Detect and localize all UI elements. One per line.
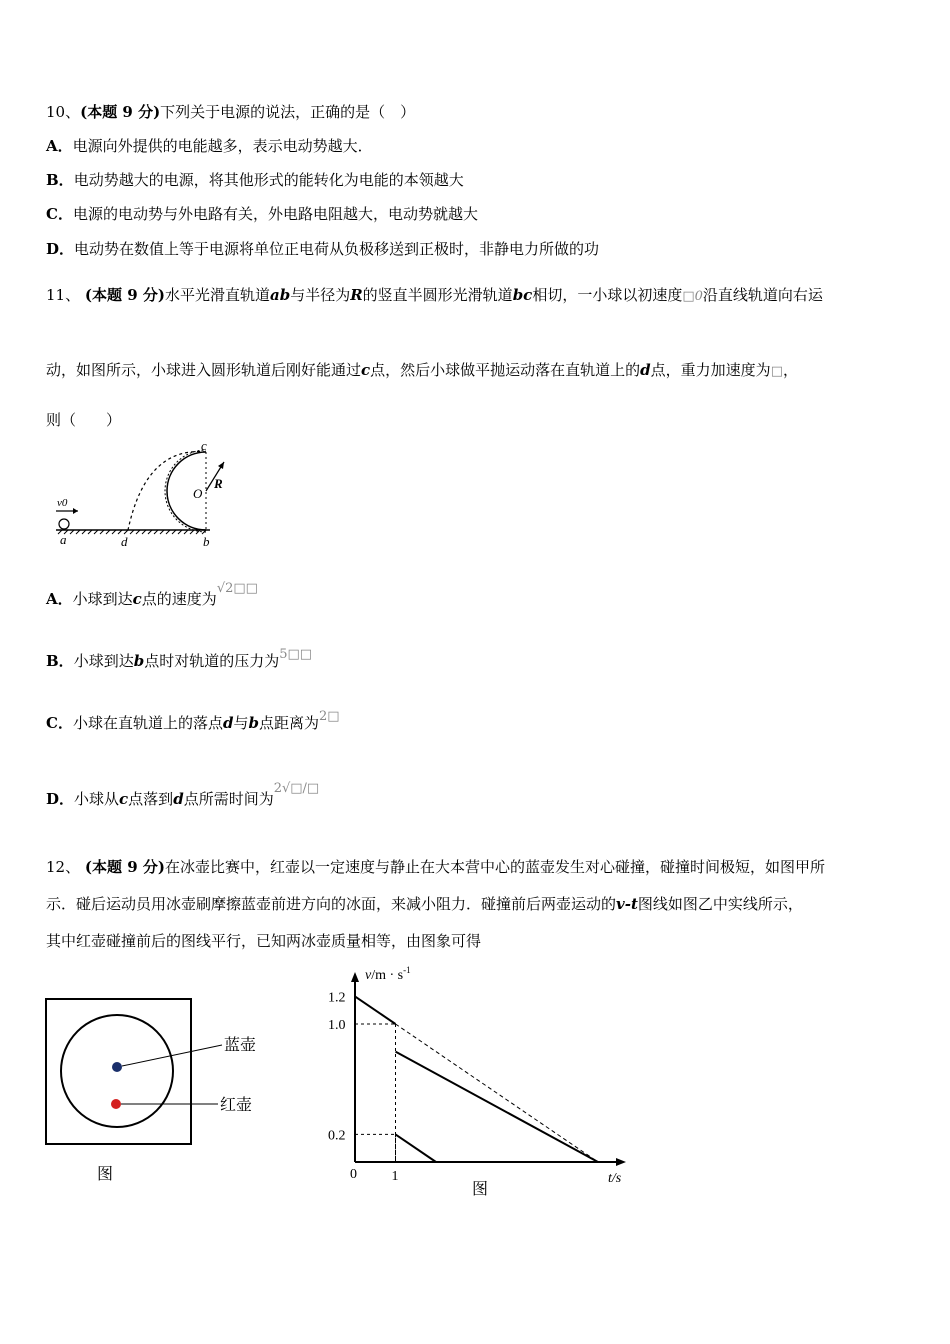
q11-stem-line1: 11、 (本题 9 分)水平光滑直轨道ab与半径为R的竖直半圆形光滑轨道bc相切，一小球以初速度□0沿直线轨道向右运 [46, 286, 823, 304]
x-tick-label: 1 [391, 1169, 399, 1184]
q11-option-a: A．小球到达c点的速度为√2□□ [46, 581, 258, 608]
red-label: 红壶 [220, 1097, 253, 1114]
series-line-1 [396, 1024, 599, 1162]
q12-stem-line3: 其中红壶碰撞前后的图线平行，已知两冰壶质量相等，由图象可得 [46, 932, 482, 950]
y-tick-label: 0.2 [328, 1128, 346, 1144]
y-axis-label: $v/m \cdot s^{-1}$ [365, 965, 411, 983]
y-tick-label: 1.0 [328, 1018, 346, 1033]
q11-stem-line2: 动，如图所示，小球进入圆形轨道后刚好能通过c点，然后小球做平抛运动落在直轨道上的d点，重力加速度为□， [46, 361, 798, 379]
label-a: a [60, 532, 67, 547]
v0-arrowhead [73, 508, 78, 514]
q12-stem-line1: 12、 (本题 9 分)在冰壶比赛中，红壶以一定速度与静止在大本营中心的蓝壶发生对心碰撞，碰撞时间极短，如图甲所 [46, 858, 825, 876]
origin-label: 0 [350, 1167, 357, 1182]
label-R: R [214, 476, 223, 491]
label-d: d [121, 534, 128, 549]
q11-track-figure [48, 438, 268, 550]
x-axis-label: t/s [608, 1171, 622, 1186]
q10-option-d: D．电动势在数值上等于电源将单位正电荷从负极移送到正极时，非静电力所做的功 [46, 240, 600, 258]
y-tick-label: 1.2 [328, 990, 346, 1006]
q12-curling-figure [40, 990, 280, 1190]
blue-stone [112, 1062, 122, 1072]
red-stone [111, 1099, 121, 1109]
fig2-caption: 图 [472, 1181, 489, 1198]
blue-label: 蓝壶 [224, 1037, 257, 1054]
q11-option-b: B．小球到达b点时对轨道的压力为5□□ [46, 647, 313, 670]
y-axis-arrowhead [351, 972, 359, 982]
vt-chart [320, 960, 640, 1205]
q10-option-b: B．电动势越大的电源，将其他形式的能转化为电能的本领越大 [46, 171, 464, 189]
series-line-2 [396, 1052, 599, 1162]
ball [59, 519, 69, 529]
placeholder-glyph: □0 [682, 289, 703, 304]
label-c: c [201, 438, 207, 453]
series-line-3 [396, 1134, 437, 1162]
q10-option-c: C．电源的电动势与外电路有关，外电路电阻越大，电动势就越大 [46, 205, 478, 223]
q11-stem-line3: 则（ ） [46, 411, 122, 429]
label-O: O [193, 486, 203, 501]
q10-option-a: A．电源向外提供的电能越多，表示电动势越大． [46, 137, 373, 155]
q12-stem-line2: 示．碰后运动员用冰壶刷摩擦蓝壶前进方向的冰面，来减小阻力．碰撞前后两壶运动的v-t图线如图乙中实线所示， [46, 895, 803, 913]
placeholder-glyph: □ [770, 364, 783, 379]
x-axis-arrowhead [616, 1158, 626, 1166]
label-v0: v0 [57, 497, 68, 509]
label-b: b [203, 534, 210, 549]
q11-option-c: C．小球在直轨道上的落点d与b点距离为2□ [46, 709, 340, 732]
fig1-caption: 图 [97, 1166, 114, 1183]
series-line-0 [355, 996, 396, 1024]
q11-option-d: D．小球从c点落到d点所需时间为2√□/□ [46, 781, 320, 808]
q10-stem: 10、(本题 9 分)下列关于电源的说法，正确的是（ ） [46, 103, 416, 121]
